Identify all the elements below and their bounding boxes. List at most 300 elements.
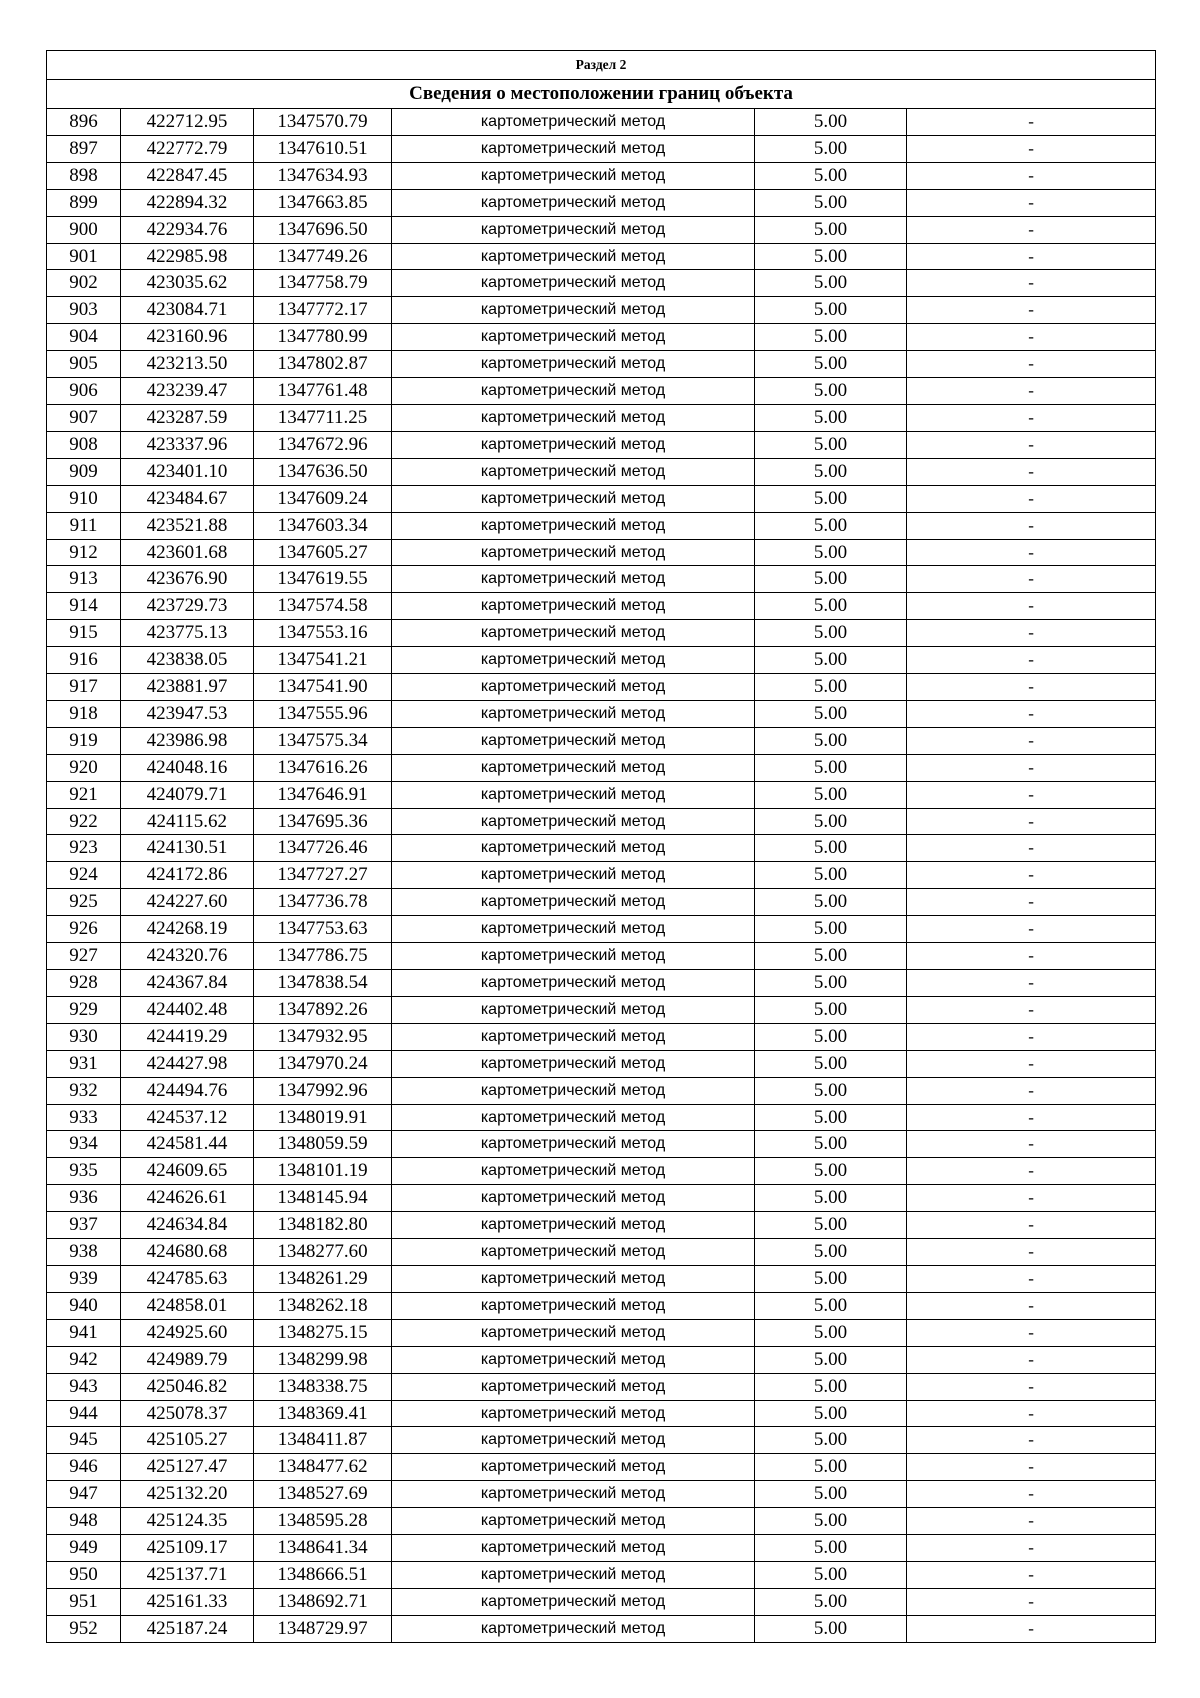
table-row bbox=[47, 431, 1156, 458]
point-number-cell: 920 bbox=[47, 754, 121, 781]
table-row bbox=[47, 1023, 1156, 1050]
title-row bbox=[47, 80, 1156, 109]
note-cell: - bbox=[907, 458, 1156, 485]
accuracy-cell: 5.00 bbox=[755, 727, 907, 754]
method-cell: картометрический метод bbox=[392, 754, 755, 781]
table-row bbox=[47, 243, 1156, 270]
note-cell: - bbox=[907, 1400, 1156, 1427]
method-cell: картометрический метод bbox=[392, 539, 755, 566]
y-coordinate-cell: 1347992.96 bbox=[254, 1077, 392, 1104]
method-cell: картометрический метод bbox=[392, 162, 755, 189]
x-coordinate-cell: 422985.98 bbox=[121, 243, 254, 270]
table-row bbox=[47, 916, 1156, 943]
point-number-cell: 940 bbox=[47, 1292, 121, 1319]
point-number-cell: 899 bbox=[47, 189, 121, 216]
x-coordinate-cell: 423401.10 bbox=[121, 458, 254, 485]
y-coordinate-cell: 1348477.62 bbox=[254, 1454, 392, 1481]
note-cell: - bbox=[907, 700, 1156, 727]
x-coordinate-cell: 424858.01 bbox=[121, 1292, 254, 1319]
table-row bbox=[47, 162, 1156, 189]
accuracy-cell: 5.00 bbox=[755, 1077, 907, 1104]
accuracy-cell: 5.00 bbox=[755, 1588, 907, 1615]
accuracy-cell: 5.00 bbox=[755, 1265, 907, 1292]
accuracy-cell: 5.00 bbox=[755, 1481, 907, 1508]
y-coordinate-cell: 1347711.25 bbox=[254, 404, 392, 431]
note-cell: - bbox=[907, 1508, 1156, 1535]
note-cell: - bbox=[907, 593, 1156, 620]
x-coordinate-cell: 425078.37 bbox=[121, 1400, 254, 1427]
note-cell: - bbox=[907, 996, 1156, 1023]
accuracy-cell: 5.00 bbox=[755, 189, 907, 216]
x-coordinate-cell: 424115.62 bbox=[121, 808, 254, 835]
accuracy-cell: 5.00 bbox=[755, 1400, 907, 1427]
table-row bbox=[47, 1050, 1156, 1077]
point-number-cell: 925 bbox=[47, 889, 121, 916]
point-number-cell: 913 bbox=[47, 566, 121, 593]
x-coordinate-cell: 424130.51 bbox=[121, 835, 254, 862]
point-number-cell: 923 bbox=[47, 835, 121, 862]
accuracy-cell: 5.00 bbox=[755, 162, 907, 189]
accuracy-cell: 5.00 bbox=[755, 1104, 907, 1131]
point-number-cell: 903 bbox=[47, 297, 121, 324]
y-coordinate-cell: 1348277.60 bbox=[254, 1239, 392, 1266]
method-cell: картометрический метод bbox=[392, 1158, 755, 1185]
table-row bbox=[47, 1265, 1156, 1292]
note-cell: - bbox=[907, 862, 1156, 889]
table-row bbox=[47, 189, 1156, 216]
accuracy-cell: 5.00 bbox=[755, 378, 907, 405]
table-row bbox=[47, 1535, 1156, 1562]
y-coordinate-cell: 1347574.58 bbox=[254, 593, 392, 620]
point-number-cell: 900 bbox=[47, 216, 121, 243]
accuracy-cell: 5.00 bbox=[755, 324, 907, 351]
x-coordinate-cell: 424989.79 bbox=[121, 1346, 254, 1373]
point-number-cell: 927 bbox=[47, 943, 121, 970]
accuracy-cell: 5.00 bbox=[755, 297, 907, 324]
section-label: Раздел 2 bbox=[47, 51, 1156, 80]
table-row bbox=[47, 862, 1156, 889]
method-cell: картометрический метод bbox=[392, 1319, 755, 1346]
accuracy-cell: 5.00 bbox=[755, 1535, 907, 1562]
note-cell: - bbox=[907, 431, 1156, 458]
accuracy-cell: 5.00 bbox=[755, 1023, 907, 1050]
x-coordinate-cell: 424367.84 bbox=[121, 970, 254, 997]
table-row bbox=[47, 754, 1156, 781]
method-cell: картометрический метод bbox=[392, 243, 755, 270]
note-cell: - bbox=[907, 1292, 1156, 1319]
x-coordinate-cell: 423160.96 bbox=[121, 324, 254, 351]
table-row bbox=[47, 135, 1156, 162]
point-number-cell: 911 bbox=[47, 512, 121, 539]
y-coordinate-cell: 1347780.99 bbox=[254, 324, 392, 351]
accuracy-cell: 5.00 bbox=[755, 620, 907, 647]
point-number-cell: 928 bbox=[47, 970, 121, 997]
y-coordinate-cell: 1347610.51 bbox=[254, 135, 392, 162]
y-coordinate-cell: 1348299.98 bbox=[254, 1346, 392, 1373]
table-row bbox=[47, 1400, 1156, 1427]
note-cell: - bbox=[907, 1561, 1156, 1588]
point-number-cell: 898 bbox=[47, 162, 121, 189]
section-header-row bbox=[47, 51, 1156, 80]
table-row bbox=[47, 943, 1156, 970]
point-number-cell: 932 bbox=[47, 1077, 121, 1104]
note-cell: - bbox=[907, 1050, 1156, 1077]
x-coordinate-cell: 424268.19 bbox=[121, 916, 254, 943]
x-coordinate-cell: 425132.20 bbox=[121, 1481, 254, 1508]
point-number-cell: 935 bbox=[47, 1158, 121, 1185]
note-cell: - bbox=[907, 727, 1156, 754]
y-coordinate-cell: 1348262.18 bbox=[254, 1292, 392, 1319]
y-coordinate-cell: 1347802.87 bbox=[254, 351, 392, 378]
table-row bbox=[47, 674, 1156, 701]
y-coordinate-cell: 1347541.90 bbox=[254, 674, 392, 701]
note-cell: - bbox=[907, 270, 1156, 297]
method-cell: картометрический метод bbox=[392, 862, 755, 889]
note-cell: - bbox=[907, 404, 1156, 431]
accuracy-cell: 5.00 bbox=[755, 135, 907, 162]
y-coordinate-cell: 1348275.15 bbox=[254, 1319, 392, 1346]
table-row bbox=[47, 1454, 1156, 1481]
note-cell: - bbox=[907, 566, 1156, 593]
table-row bbox=[47, 970, 1156, 997]
note-cell: - bbox=[907, 297, 1156, 324]
method-cell: картометрический метод bbox=[392, 1050, 755, 1077]
point-number-cell: 904 bbox=[47, 324, 121, 351]
note-cell: - bbox=[907, 1615, 1156, 1642]
accuracy-cell: 5.00 bbox=[755, 889, 907, 916]
x-coordinate-cell: 424609.65 bbox=[121, 1158, 254, 1185]
table-row bbox=[47, 1508, 1156, 1535]
note-cell: - bbox=[907, 324, 1156, 351]
table-row bbox=[47, 889, 1156, 916]
method-cell: картометрический метод bbox=[392, 1131, 755, 1158]
x-coordinate-cell: 425046.82 bbox=[121, 1373, 254, 1400]
table-row bbox=[47, 700, 1156, 727]
note-cell: - bbox=[907, 943, 1156, 970]
y-coordinate-cell: 1348101.19 bbox=[254, 1158, 392, 1185]
point-number-cell: 926 bbox=[47, 916, 121, 943]
point-number-cell: 912 bbox=[47, 539, 121, 566]
method-cell: картометрический метод bbox=[392, 1561, 755, 1588]
table-row bbox=[47, 378, 1156, 405]
y-coordinate-cell: 1348019.91 bbox=[254, 1104, 392, 1131]
point-number-cell: 905 bbox=[47, 351, 121, 378]
point-number-cell: 918 bbox=[47, 700, 121, 727]
note-cell: - bbox=[907, 351, 1156, 378]
method-cell: картометрический метод bbox=[392, 1508, 755, 1535]
x-coordinate-cell: 424048.16 bbox=[121, 754, 254, 781]
method-cell: картометрический метод bbox=[392, 808, 755, 835]
y-coordinate-cell: 1347932.95 bbox=[254, 1023, 392, 1050]
y-coordinate-cell: 1347634.93 bbox=[254, 162, 392, 189]
accuracy-cell: 5.00 bbox=[755, 700, 907, 727]
note-cell: - bbox=[907, 485, 1156, 512]
table-row bbox=[47, 351, 1156, 378]
note-cell: - bbox=[907, 1319, 1156, 1346]
accuracy-cell: 5.00 bbox=[755, 1292, 907, 1319]
y-coordinate-cell: 1347603.34 bbox=[254, 512, 392, 539]
y-coordinate-cell: 1348261.29 bbox=[254, 1265, 392, 1292]
method-cell: картометрический метод bbox=[392, 1454, 755, 1481]
method-cell: картометрический метод bbox=[392, 189, 755, 216]
table-row bbox=[47, 727, 1156, 754]
table-body bbox=[47, 51, 1156, 1643]
method-cell: картометрический метод bbox=[392, 1346, 755, 1373]
table-row bbox=[47, 566, 1156, 593]
y-coordinate-cell: 1347970.24 bbox=[254, 1050, 392, 1077]
x-coordinate-cell: 424427.98 bbox=[121, 1050, 254, 1077]
method-cell: картометрический метод bbox=[392, 297, 755, 324]
x-coordinate-cell: 423986.98 bbox=[121, 727, 254, 754]
table-row bbox=[47, 297, 1156, 324]
note-cell: - bbox=[907, 243, 1156, 270]
table-row bbox=[47, 324, 1156, 351]
y-coordinate-cell: 1347605.27 bbox=[254, 539, 392, 566]
method-cell: картометрический метод bbox=[392, 1400, 755, 1427]
method-cell: картометрический метод bbox=[392, 700, 755, 727]
point-number-cell: 950 bbox=[47, 1561, 121, 1588]
accuracy-cell: 5.00 bbox=[755, 1615, 907, 1642]
x-coordinate-cell: 425127.47 bbox=[121, 1454, 254, 1481]
x-coordinate-cell: 424581.44 bbox=[121, 1131, 254, 1158]
note-cell: - bbox=[907, 1481, 1156, 1508]
method-cell: картометрический метод bbox=[392, 351, 755, 378]
point-number-cell: 908 bbox=[47, 431, 121, 458]
method-cell: картометрический метод bbox=[392, 1373, 755, 1400]
accuracy-cell: 5.00 bbox=[755, 512, 907, 539]
table-row bbox=[47, 1131, 1156, 1158]
accuracy-cell: 5.00 bbox=[755, 458, 907, 485]
point-number-cell: 915 bbox=[47, 620, 121, 647]
method-cell: картометрический метод bbox=[392, 593, 755, 620]
x-coordinate-cell: 423337.96 bbox=[121, 431, 254, 458]
y-coordinate-cell: 1348145.94 bbox=[254, 1185, 392, 1212]
note-cell: - bbox=[907, 1104, 1156, 1131]
x-coordinate-cell: 423287.59 bbox=[121, 404, 254, 431]
boundary-coordinates-table bbox=[46, 50, 1156, 1643]
method-cell: картометрический метод bbox=[392, 916, 755, 943]
method-cell: картометрический метод bbox=[392, 781, 755, 808]
y-coordinate-cell: 1347761.48 bbox=[254, 378, 392, 405]
method-cell: картометрический метод bbox=[392, 404, 755, 431]
x-coordinate-cell: 424626.61 bbox=[121, 1185, 254, 1212]
accuracy-cell: 5.00 bbox=[755, 647, 907, 674]
x-coordinate-cell: 425105.27 bbox=[121, 1427, 254, 1454]
x-coordinate-cell: 424079.71 bbox=[121, 781, 254, 808]
y-coordinate-cell: 1348182.80 bbox=[254, 1212, 392, 1239]
note-cell: - bbox=[907, 1535, 1156, 1562]
method-cell: картометрический метод bbox=[392, 485, 755, 512]
point-number-cell: 941 bbox=[47, 1319, 121, 1346]
y-coordinate-cell: 1348641.34 bbox=[254, 1535, 392, 1562]
y-coordinate-cell: 1348666.51 bbox=[254, 1561, 392, 1588]
x-coordinate-cell: 423676.90 bbox=[121, 566, 254, 593]
y-coordinate-cell: 1347672.96 bbox=[254, 431, 392, 458]
y-coordinate-cell: 1347749.26 bbox=[254, 243, 392, 270]
x-coordinate-cell: 424925.60 bbox=[121, 1319, 254, 1346]
point-number-cell: 924 bbox=[47, 862, 121, 889]
note-cell: - bbox=[907, 970, 1156, 997]
x-coordinate-cell: 423838.05 bbox=[121, 647, 254, 674]
note-cell: - bbox=[907, 1158, 1156, 1185]
point-number-cell: 901 bbox=[47, 243, 121, 270]
method-cell: картометрический метод bbox=[392, 647, 755, 674]
method-cell: картометрический метод bbox=[392, 727, 755, 754]
y-coordinate-cell: 1348059.59 bbox=[254, 1131, 392, 1158]
x-coordinate-cell: 424172.86 bbox=[121, 862, 254, 889]
table-row bbox=[47, 1292, 1156, 1319]
x-coordinate-cell: 423881.97 bbox=[121, 674, 254, 701]
y-coordinate-cell: 1347555.96 bbox=[254, 700, 392, 727]
point-number-cell: 944 bbox=[47, 1400, 121, 1427]
method-cell: картометрический метод bbox=[392, 943, 755, 970]
accuracy-cell: 5.00 bbox=[755, 351, 907, 378]
x-coordinate-cell: 423521.88 bbox=[121, 512, 254, 539]
accuracy-cell: 5.00 bbox=[755, 1454, 907, 1481]
note-cell: - bbox=[907, 889, 1156, 916]
method-cell: картометрический метод bbox=[392, 1481, 755, 1508]
note-cell: - bbox=[907, 1588, 1156, 1615]
point-number-cell: 902 bbox=[47, 270, 121, 297]
note-cell: - bbox=[907, 109, 1156, 136]
method-cell: картометрический метод bbox=[392, 1104, 755, 1131]
x-coordinate-cell: 424320.76 bbox=[121, 943, 254, 970]
y-coordinate-cell: 1347609.24 bbox=[254, 485, 392, 512]
table-row bbox=[47, 216, 1156, 243]
method-cell: картометрический метод bbox=[392, 1077, 755, 1104]
x-coordinate-cell: 425124.35 bbox=[121, 1508, 254, 1535]
method-cell: картометрический метод bbox=[392, 996, 755, 1023]
method-cell: картометрический метод bbox=[392, 835, 755, 862]
point-number-cell: 910 bbox=[47, 485, 121, 512]
point-number-cell: 948 bbox=[47, 1508, 121, 1535]
accuracy-cell: 5.00 bbox=[755, 216, 907, 243]
x-coordinate-cell: 423239.47 bbox=[121, 378, 254, 405]
accuracy-cell: 5.00 bbox=[755, 916, 907, 943]
table-row bbox=[47, 1104, 1156, 1131]
y-coordinate-cell: 1348338.75 bbox=[254, 1373, 392, 1400]
note-cell: - bbox=[907, 1427, 1156, 1454]
method-cell: картометрический метод bbox=[392, 620, 755, 647]
accuracy-cell: 5.00 bbox=[755, 1373, 907, 1400]
table-row bbox=[47, 485, 1156, 512]
table-row bbox=[47, 1185, 1156, 1212]
y-coordinate-cell: 1347753.63 bbox=[254, 916, 392, 943]
table-row bbox=[47, 781, 1156, 808]
x-coordinate-cell: 424419.29 bbox=[121, 1023, 254, 1050]
accuracy-cell: 5.00 bbox=[755, 996, 907, 1023]
table-row bbox=[47, 1588, 1156, 1615]
note-cell: - bbox=[907, 1265, 1156, 1292]
table-row bbox=[47, 458, 1156, 485]
table-row bbox=[47, 1615, 1156, 1642]
accuracy-cell: 5.00 bbox=[755, 1561, 907, 1588]
accuracy-cell: 5.00 bbox=[755, 1050, 907, 1077]
y-coordinate-cell: 1348692.71 bbox=[254, 1588, 392, 1615]
table-row bbox=[47, 620, 1156, 647]
note-cell: - bbox=[907, 1185, 1156, 1212]
accuracy-cell: 5.00 bbox=[755, 566, 907, 593]
method-cell: картометрический метод bbox=[392, 458, 755, 485]
document-page bbox=[46, 50, 1155, 1643]
x-coordinate-cell: 424227.60 bbox=[121, 889, 254, 916]
y-coordinate-cell: 1347695.36 bbox=[254, 808, 392, 835]
accuracy-cell: 5.00 bbox=[755, 1427, 907, 1454]
table-row bbox=[47, 404, 1156, 431]
y-coordinate-cell: 1347646.91 bbox=[254, 781, 392, 808]
method-cell: картометрический метод bbox=[392, 566, 755, 593]
point-number-cell: 938 bbox=[47, 1239, 121, 1266]
point-number-cell: 909 bbox=[47, 458, 121, 485]
note-cell: - bbox=[907, 512, 1156, 539]
table-row bbox=[47, 270, 1156, 297]
table-row bbox=[47, 835, 1156, 862]
accuracy-cell: 5.00 bbox=[755, 1131, 907, 1158]
x-coordinate-cell: 425187.24 bbox=[121, 1615, 254, 1642]
method-cell: картометрический метод bbox=[392, 1292, 755, 1319]
x-coordinate-cell: 424785.63 bbox=[121, 1265, 254, 1292]
x-coordinate-cell: 423084.71 bbox=[121, 297, 254, 324]
x-coordinate-cell: 424537.12 bbox=[121, 1104, 254, 1131]
method-cell: картометрический метод bbox=[392, 1239, 755, 1266]
accuracy-cell: 5.00 bbox=[755, 808, 907, 835]
x-coordinate-cell: 422772.79 bbox=[121, 135, 254, 162]
y-coordinate-cell: 1347575.34 bbox=[254, 727, 392, 754]
accuracy-cell: 5.00 bbox=[755, 1508, 907, 1535]
table-row bbox=[47, 512, 1156, 539]
note-cell: - bbox=[907, 808, 1156, 835]
point-number-cell: 897 bbox=[47, 135, 121, 162]
note-cell: - bbox=[907, 216, 1156, 243]
point-number-cell: 933 bbox=[47, 1104, 121, 1131]
note-cell: - bbox=[907, 1077, 1156, 1104]
y-coordinate-cell: 1348411.87 bbox=[254, 1427, 392, 1454]
point-number-cell: 949 bbox=[47, 1535, 121, 1562]
point-number-cell: 934 bbox=[47, 1131, 121, 1158]
note-cell: - bbox=[907, 189, 1156, 216]
point-number-cell: 946 bbox=[47, 1454, 121, 1481]
table-row bbox=[47, 593, 1156, 620]
note-cell: - bbox=[907, 378, 1156, 405]
table-row bbox=[47, 1158, 1156, 1185]
accuracy-cell: 5.00 bbox=[755, 1212, 907, 1239]
point-number-cell: 945 bbox=[47, 1427, 121, 1454]
point-number-cell: 930 bbox=[47, 1023, 121, 1050]
table-row bbox=[47, 1212, 1156, 1239]
x-coordinate-cell: 424634.84 bbox=[121, 1212, 254, 1239]
note-cell: - bbox=[907, 162, 1156, 189]
method-cell: картометрический метод bbox=[392, 1265, 755, 1292]
accuracy-cell: 5.00 bbox=[755, 781, 907, 808]
point-number-cell: 937 bbox=[47, 1212, 121, 1239]
method-cell: картометрический метод bbox=[392, 1588, 755, 1615]
note-cell: - bbox=[907, 135, 1156, 162]
accuracy-cell: 5.00 bbox=[755, 970, 907, 997]
point-number-cell: 936 bbox=[47, 1185, 121, 1212]
table-row bbox=[47, 1077, 1156, 1104]
x-coordinate-cell: 422894.32 bbox=[121, 189, 254, 216]
method-cell: картометрический метод bbox=[392, 378, 755, 405]
accuracy-cell: 5.00 bbox=[755, 243, 907, 270]
note-cell: - bbox=[907, 539, 1156, 566]
table-row bbox=[47, 1561, 1156, 1588]
point-number-cell: 914 bbox=[47, 593, 121, 620]
accuracy-cell: 5.00 bbox=[755, 109, 907, 136]
method-cell: картометрический метод bbox=[392, 1615, 755, 1642]
table-row bbox=[47, 1239, 1156, 1266]
x-coordinate-cell: 423213.50 bbox=[121, 351, 254, 378]
accuracy-cell: 5.00 bbox=[755, 270, 907, 297]
